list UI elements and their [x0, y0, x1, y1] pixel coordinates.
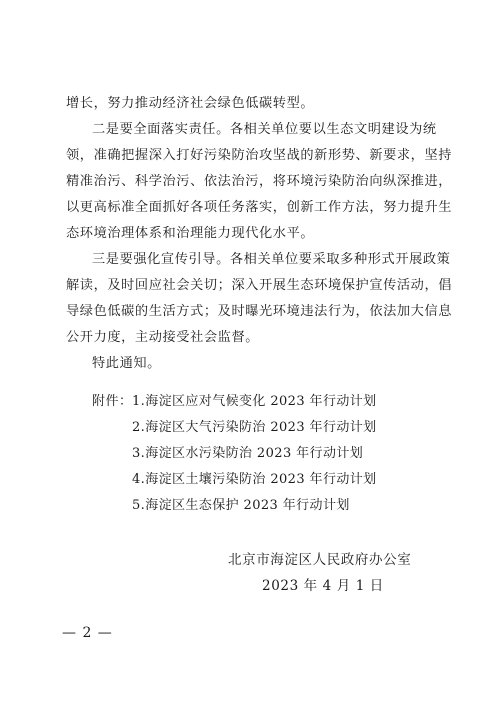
attachments-label: 附件： — [92, 394, 133, 409]
attachment-item: 5.海淀区生态保护 2023 年行动计划 — [132, 498, 350, 513]
paragraph-2-line: 以更高标准全面抓好各项任务落实，创新工作方法，努力提升生 — [66, 200, 453, 215]
paragraph-2-line: 二是要全面落实责任。各相关单位要以生态文明建设为统 — [92, 122, 437, 137]
paragraph-3-line: 导绿色低碳的生活方式；及时曝光环境违法行为，依法加大信息 — [66, 304, 453, 319]
signature-date: 2023 年 4 月 1 日 — [262, 578, 384, 594]
notice-text: 特此通知。 — [92, 356, 161, 371]
paragraph-3-line: 三是要强化宣传引导。各相关单位要采取多种形式开展政策 — [92, 252, 451, 267]
paragraph-3-line: 解读，及时回应社会关切；深入开展生态环境保护宣传活动，倡 — [66, 278, 453, 293]
page-number: — 2 — — [62, 625, 113, 641]
paragraph-2-line: 领，准确把握深入打好污染防治攻坚战的新形势、新要求，坚持 — [66, 148, 453, 163]
paragraph-2-line: 态环境治理体系和治理能力现代化水平。 — [66, 226, 315, 241]
attachment-item: 3.海淀区水污染防治 2023 年行动计划 — [132, 446, 364, 461]
paragraph-1-line: 增长，努力推动经济社会绿色低碳转型。 — [66, 96, 315, 111]
signature-org: 北京市海淀区人民政府办公室 — [228, 552, 412, 568]
attachment-item: 4.海淀区土壤污染防治 2023 年行动计划 — [132, 472, 377, 487]
paragraph-2-line: 精准治污、科学治污、依法治污，将环境污染防治向纵深推进， — [66, 174, 453, 189]
paragraph-3-line: 公开力度，主动接受社会监督。 — [66, 330, 260, 345]
attachment-item: 1.海淀区应对气候变化 2023 年行动计划 — [132, 394, 377, 409]
attachment-item: 2.海淀区大气污染防治 2023 年行动计划 — [132, 420, 377, 435]
